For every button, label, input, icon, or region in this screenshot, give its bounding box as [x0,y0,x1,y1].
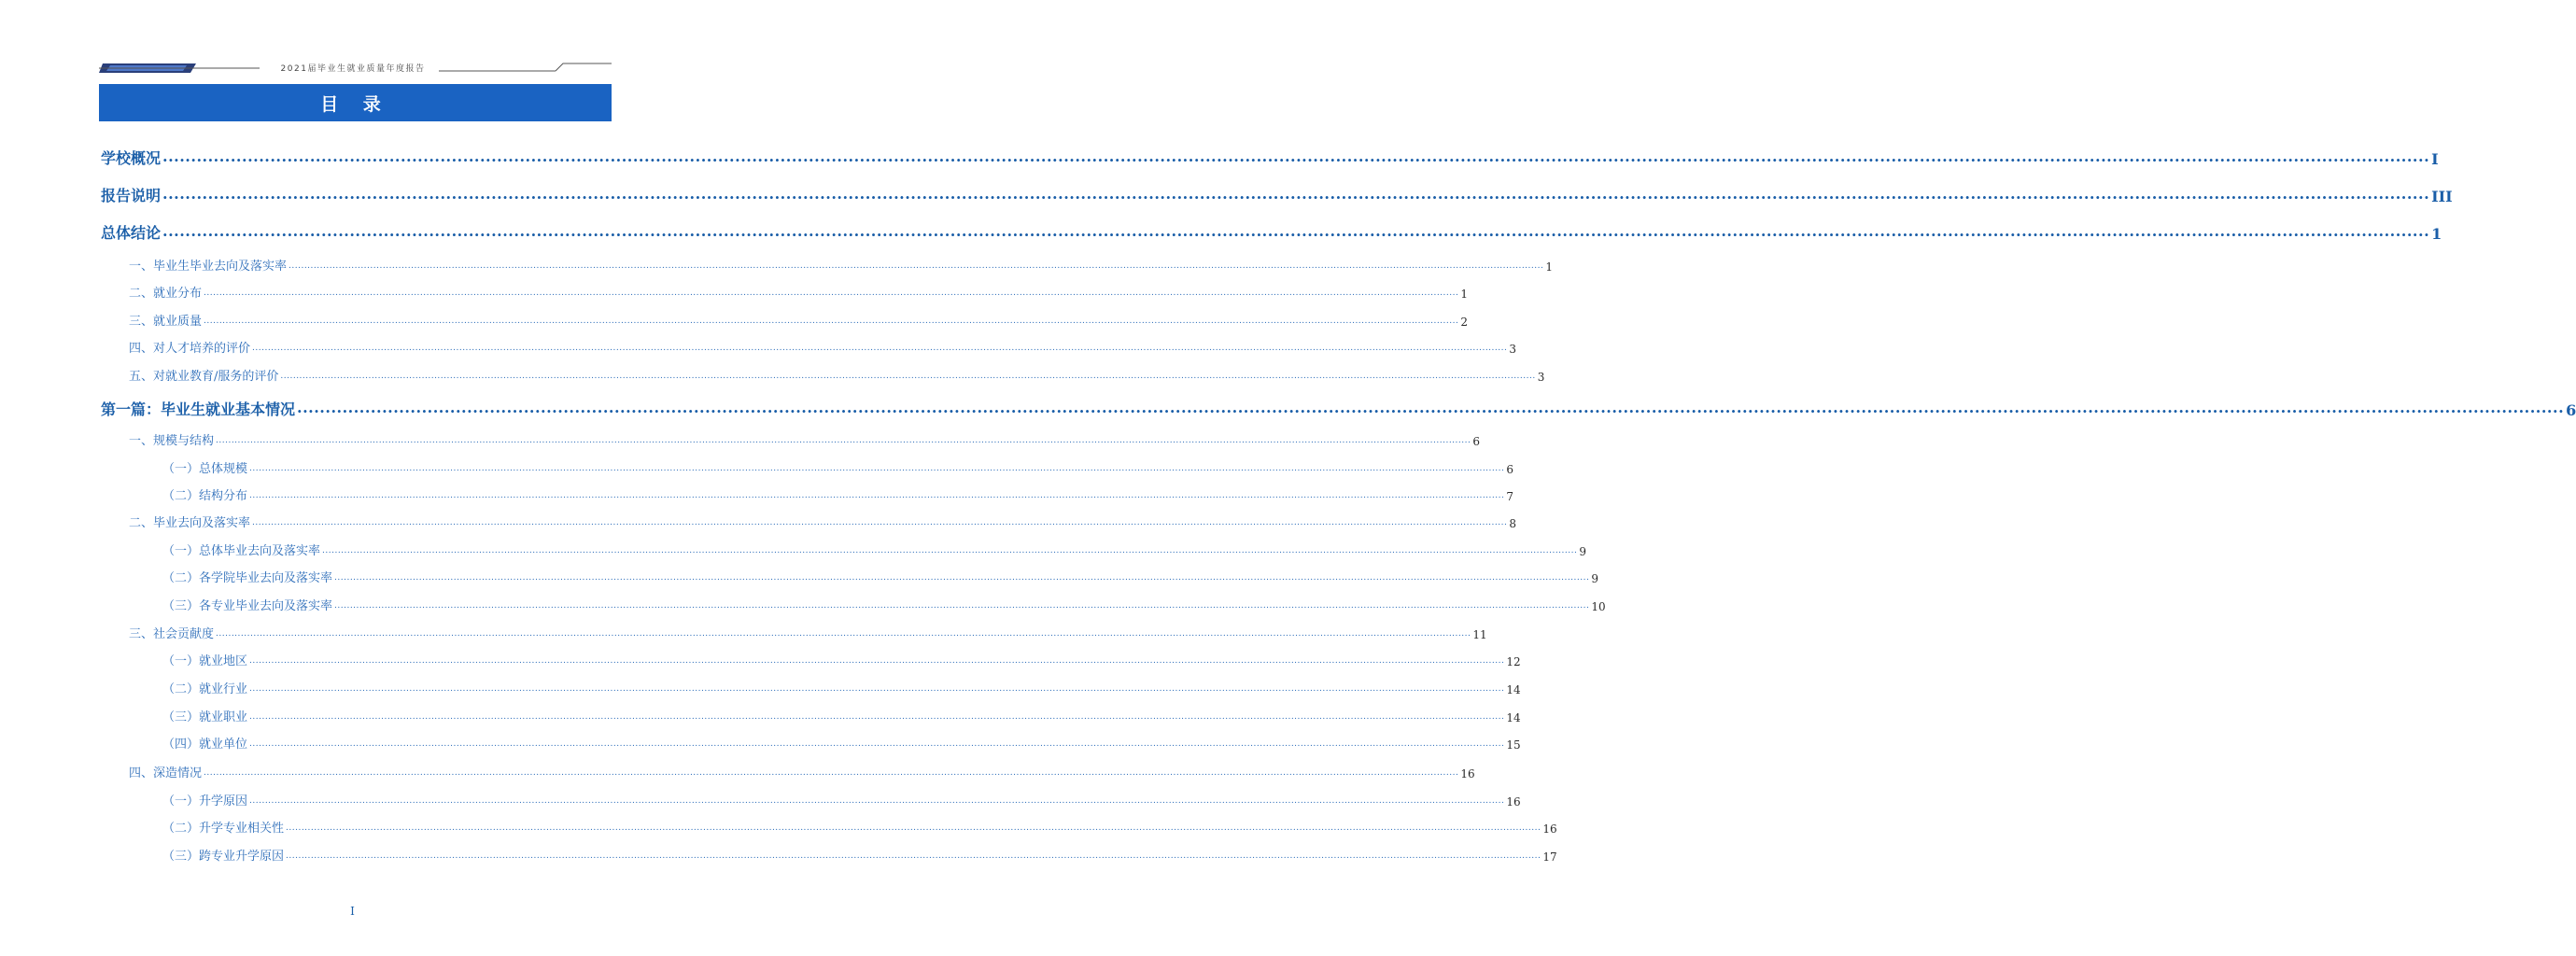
toc-entry-page: 10 [1591,600,1606,613]
toc-entry-label: （三）就业职业 [162,710,248,724]
toc-entry-page: 9 [1591,572,1598,585]
toc-entry-level3[interactable] [162,792,1521,808]
toc-entry-page: 14 [1506,683,1521,696]
toc-entry-label: （三）跨专业升学原因 [162,850,285,864]
toc-entry-level3[interactable] [162,680,1521,696]
toc-leader-dots: ................................................................................................................................................................................................................................................................................................................................................................................................................ [216,629,1471,639]
toc-entry-label: （三）各专业毕业去向及落实率 [162,599,333,613]
toc-entry-level3[interactable] [162,569,1598,585]
toc-entry-label: 四、对人才培养的评价 [129,342,251,356]
toc-leader-dots: ................................................................................................................................................................................................................................................................................................................................................................................................................ [252,518,1508,527]
toc-leader-dots: ................................................................................................................................................................................................................................................................................................................................................................................................................ [286,851,1541,861]
toc-leader-dots: ................................................................................................................................................................................................................................................................................................................................................................................................................ [334,573,1590,583]
toc-entry-page: 1 [2431,225,2442,243]
toc-entry-page: 16 [1460,767,1475,780]
toc-entry-level3[interactable] [162,735,1521,752]
toc-leader-dots: ................................................................................................................................................................................................................................................................................................................................................................................................................ [249,739,1505,749]
toc-leader-dots: ................................................................................................................................................................................................................................................................................................................................................................................................................ [162,148,2430,165]
toc-entry-page: 15 [1506,738,1521,752]
toc-entry-page: 7 [1506,490,1513,503]
toc-entry-level2[interactable] [129,367,1545,384]
toc-leader-dots: ................................................................................................................................................................................................................................................................................................................................................................................................................ [280,372,1536,381]
toc-leader-dots: ................................................................................................................................................................................................................................................................................................................................................................................................................ [249,491,1505,500]
toc-entry-label: 四、深造情况 [129,766,203,780]
toc-entry-page: 6 [1472,435,1480,448]
toc-entry-page: 1 [1460,288,1468,301]
toc-entry-label: 一、毕业生毕业去向及落实率 [129,260,288,274]
toc-leader-dots: ................................................................................................................................................................................................................................................................................................................................................................................................................ [249,712,1505,722]
toc-entry-page: III [2431,188,2453,205]
toc-leader-dots: ................................................................................................................................................................................................................................................................................................................................................................................................................ [252,344,1508,353]
toc-leader-dots: ................................................................................................................................................................................................................................................................................................................................................................................................................ [249,684,1505,694]
toc-entry-page: 8 [1509,517,1516,530]
toc-entry-label: 报告说明 [101,187,162,204]
toc-entry-label: （二）就业行业 [162,682,248,696]
toc-entry-page: 12 [1506,655,1521,668]
toc-entry-label: 总体结论 [101,224,162,242]
toc-entry-label: 一、规模与结构 [129,434,215,448]
toc-entry-level2[interactable] [129,312,1468,329]
toc-entry-level2[interactable] [129,764,1475,780]
toc-entry-level3[interactable] [162,652,1521,668]
toc-leader-dots: ................................................................................................................................................................................................................................................................................................................................................................................................................ [249,656,1505,666]
toc-entry-level1[interactable] [101,399,2576,419]
toc-entry-label: （二）各学院毕业去向及落实率 [162,571,333,585]
toc-entry-level2[interactable] [129,625,1487,641]
toc-entry-level2[interactable] [129,339,1516,356]
toc-leader-dots: ................................................................................................................................................................................................................................................................................................................................................................................................................ [289,261,1544,271]
toc-leader-dots: ................................................................................................................................................................................................................................................................................................................................................................................................................ [216,436,1471,445]
toc-entry-level3[interactable] [162,708,1521,724]
toc-entry-page: 3 [1509,343,1516,356]
toc-entry-level3[interactable] [162,597,1606,613]
toc-leader-dots: ................................................................................................................................................................................................................................................................................................................................................................................................................ [204,316,1459,326]
toc-entry-page: 16 [1506,795,1521,808]
toc-leader-dots: ................................................................................................................................................................................................................................................................................................................................................................................................................ [204,288,1459,298]
toc-entry-level2[interactable] [129,284,1468,301]
toc-entry-level2[interactable] [129,431,1480,448]
toc-leader-dots: ................................................................................................................................................................................................................................................................................................................................................................................................................ [249,796,1505,806]
toc-entry-page: 16 [1542,822,1557,836]
toc-title: 目 录 [320,93,390,115]
toc-leader-dots: ................................................................................................................................................................................................................................................................................................................................................................................................................ [162,185,2430,203]
toc-entry-level3[interactable] [162,486,1513,503]
toc-entry-label: 第一篇：毕业生就业基本情况 [101,401,296,418]
toc-entry-label: 二、就业分布 [129,287,203,301]
toc-leader-dots: ................................................................................................................................................................................................................................................................................................................................................................................................................ [204,768,1459,778]
toc-leader-dots: ................................................................................................................................................................................................................................................................................................................................................................................................................ [322,546,1578,555]
toc-entry-page: 11 [1472,628,1487,641]
toc-entry-page: 2 [1460,316,1468,329]
toc-entry-label: （一）升学原因 [162,794,248,808]
running-header: 2021届毕业生就业质量年度报告 [280,64,426,74]
toc-entry-page: I [2431,150,2439,168]
toc-entry-page: 6 [2566,401,2576,419]
toc-entry-page: 1 [1545,260,1553,274]
toc-entry-label: （一）就业地区 [162,654,248,668]
toc-entry-label: （一）总体规模 [162,462,248,476]
toc-entry-level3[interactable] [162,541,1586,558]
toc-entry-label: （二）升学专业相关性 [162,822,285,836]
toc-entry-page: 6 [1506,463,1513,476]
toc-leader-dots: ................................................................................................................................................................................................................................................................................................................................................................................................................ [286,823,1541,833]
toc-entry-label: （一）总体毕业去向及落实率 [162,544,321,558]
toc-entry-label: 三、社会贡献度 [129,627,215,641]
toc-entry-level3[interactable] [162,847,1557,864]
toc-entry-level1[interactable] [101,148,2439,168]
toc-entry-label: 五、对就业教育/服务的评价 [129,370,279,384]
toc-leader-dots: ................................................................................................................................................................................................................................................................................................................................................................................................................ [334,601,1590,611]
toc-entry-level3[interactable] [162,819,1557,836]
page-number: I [350,905,355,918]
toc-entry-page: 3 [1537,371,1545,384]
toc-entry-level1[interactable] [101,185,2453,205]
toc-entry-level3[interactable] [162,459,1513,476]
toc-entry-page: 17 [1542,851,1557,864]
toc-leader-dots: ................................................................................................................................................................................................................................................................................................................................................................................................................ [297,399,2565,416]
toc-entry-page: 9 [1579,545,1586,558]
toc-entry-label: 学校概况 [101,149,162,167]
toc-entry-label: （二）结构分布 [162,489,248,503]
toc-entry-level1[interactable] [101,222,2442,243]
toc-entry-page: 14 [1506,711,1521,724]
toc-entry-label: 二、毕业去向及落实率 [129,516,251,530]
toc-entry-level2[interactable] [129,513,1516,530]
toc-leader-dots: ................................................................................................................................................................................................................................................................................................................................................................................................................ [162,222,2430,240]
toc-entry-level2[interactable] [129,257,1553,274]
toc-entry-label: 三、就业质量 [129,315,203,329]
toc-entry-label: （四）就业单位 [162,738,248,752]
toc-leader-dots: ................................................................................................................................................................................................................................................................................................................................................................................................................ [249,464,1505,473]
